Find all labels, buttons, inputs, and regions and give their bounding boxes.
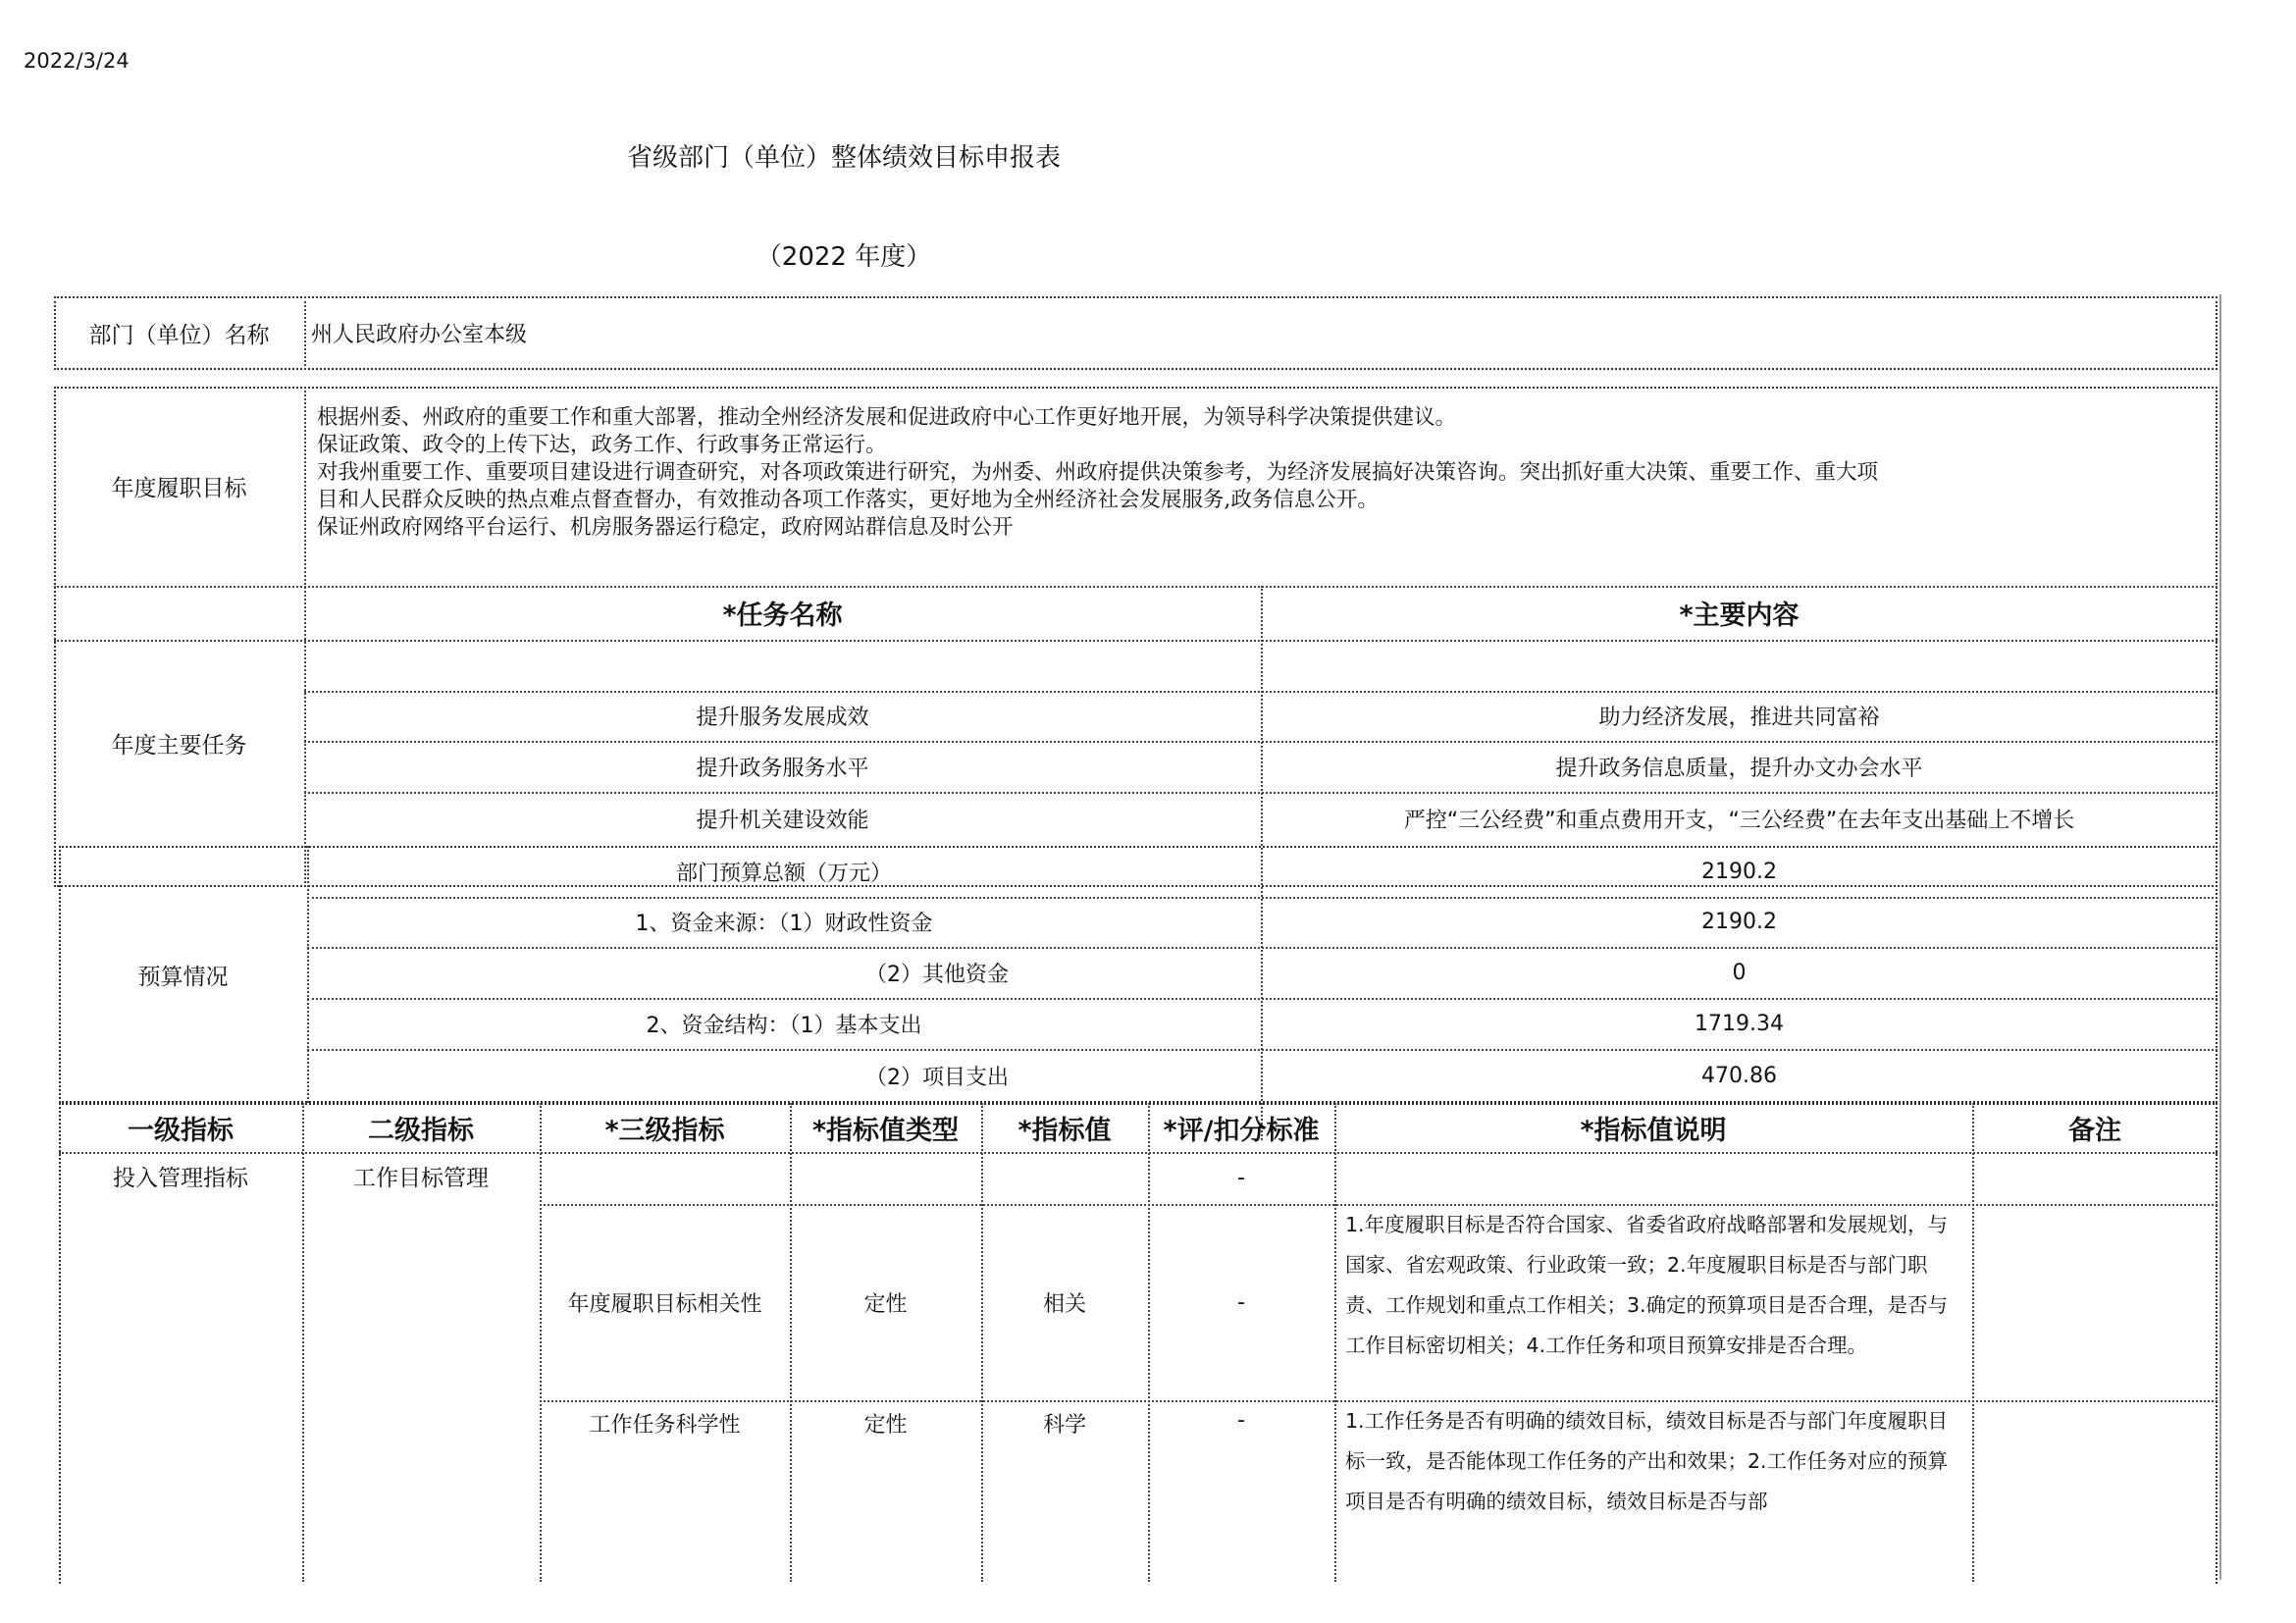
scan-edge-line xyxy=(2219,294,2221,1580)
indicator-header-level3: *三级指标 xyxy=(604,1115,725,1146)
budget-row: 2190.2 xyxy=(1701,859,1777,884)
goal-line: 保证州政府网络平台运行、机房服务器运行稳定，政府网站群信息及时公开 xyxy=(317,515,1014,540)
budget-row: 1719.34 xyxy=(1695,1011,1784,1036)
form-year: （2022 年度） xyxy=(756,242,932,272)
indicator-row-standard: - xyxy=(1237,1408,1245,1433)
indicator-row-description: 1.工作任务是否有明确的绩效目标，绩效目标是否与部门年度履职目标一致，是否能体现工作任务的产出和效果；2.工作任务对应的预算项目是否有明确的绩效目标，绩效目标是否与部 xyxy=(1345,1409,1949,1513)
indicator-row-standard: - xyxy=(1237,1289,1245,1315)
task-row: 提升机关建设效能 xyxy=(696,809,869,833)
task-name-header: *任务名称 xyxy=(722,601,843,631)
indicator-row-value: 科学 xyxy=(1042,1413,1086,1438)
department-value: 州人民政府办公室本级 xyxy=(311,323,528,347)
indicator-header-value: *指标值 xyxy=(1018,1115,1112,1146)
budget-row: （2）项目支出 xyxy=(865,1066,1009,1090)
goal-line: 目和人民群众反映的热点难点督查督办，有效推动各项工作落实，更好地为全州经济社会发展服务,政务信息公开。 xyxy=(317,488,1379,512)
budget-row: 部门预算总额（万元） xyxy=(675,861,892,886)
tasks-label: 年度主要任务 xyxy=(111,732,247,759)
indicator-header-standard: *评/扣分标准 xyxy=(1163,1115,1320,1146)
performance-form-table xyxy=(54,296,2218,1582)
annual-goals-label: 年度履职目标 xyxy=(111,476,247,501)
indicator-row-value: 相关 xyxy=(1042,1291,1086,1317)
indicator-level1: 投入管理指标 xyxy=(113,1166,248,1191)
department-label: 部门（单位）名称 xyxy=(88,323,270,348)
task-row xyxy=(304,640,1261,691)
task-row: 提升政务信息质量，提升办文办会水平 xyxy=(1555,756,1923,781)
form-title: 省级部门（单位）整体绩效目标申报表 xyxy=(626,143,1061,173)
annual-goals-text xyxy=(317,404,2211,542)
indicator-row-description: 1.年度履职目标是否符合国家、省委省政府战略部署和发展规划，与国家、省宏观政策、行业政策一致；2.年度履职目标是否与部门职责、工作规划和重点工作相关；3.确定的预算项目是否合理，是否与工作目标密切相关；4.工作任务和项目预算安排是否合理。 xyxy=(1345,1213,1949,1357)
goal-line: 保证政策、政令的上传下达，政务工作、行政事务正常运行。 xyxy=(317,433,887,457)
indicator-header-level1: 一级指标 xyxy=(128,1115,234,1146)
indicator-row-level3: 工作任务科学性 xyxy=(589,1413,741,1438)
budget-row: 0 xyxy=(1732,960,1747,985)
indicator-row-type: 定性 xyxy=(863,1413,908,1438)
budget-row: 1、资金来源：（1）财政性资金 xyxy=(635,912,933,936)
indicator-row-level3: 年度履职目标相关性 xyxy=(567,1291,762,1317)
indicator-header-type: *指标值类型 xyxy=(811,1115,960,1146)
budget-row: 2、资金结构：（1）基本支出 xyxy=(646,1013,922,1038)
task-row: 助力经济发展，推进共同富裕 xyxy=(1598,706,1880,730)
task-row xyxy=(1261,640,2218,691)
task-content-header: *主要内容 xyxy=(1679,601,1800,631)
task-row: 严控“三公经费”和重点费用开支，“三公经费”在去年支出基础上不增长 xyxy=(1403,809,2075,833)
task-row: 提升政务服务水平 xyxy=(696,756,869,781)
indicator-row-type: 定性 xyxy=(863,1291,908,1317)
indicator-level2: 工作目标管理 xyxy=(353,1166,489,1191)
budget-row: 2190.2 xyxy=(1701,910,1777,934)
goal-line: 根据州委、州政府的重要工作和重大部署，推动全州经济发展和促进政府中心工作更好地开展，为领导科学决策提供建议。 xyxy=(317,405,1457,430)
goal-line: 对我州重要工作、重要项目建设进行调查研究，对各项政策进行研究，为州委、州政府提供决策参考，为经济发展搞好决策咨询。突出抓好重大决策、重要工作、重大项 xyxy=(317,460,1879,485)
print-date: 2022/3/24 xyxy=(24,49,130,73)
indicator-row-standard: - xyxy=(1237,1166,1245,1190)
indicator-header-description: *指标值说明 xyxy=(1580,1115,1727,1146)
budget-label: 预算情况 xyxy=(137,964,229,990)
budget-row: 470.86 xyxy=(1701,1064,1777,1088)
task-row: 提升服务发展成效 xyxy=(696,706,869,730)
indicator-header-note: 备注 xyxy=(2068,1115,2121,1146)
indicator-header-level2: 二级指标 xyxy=(368,1115,474,1146)
budget-row: （2）其他资金 xyxy=(865,962,1009,987)
